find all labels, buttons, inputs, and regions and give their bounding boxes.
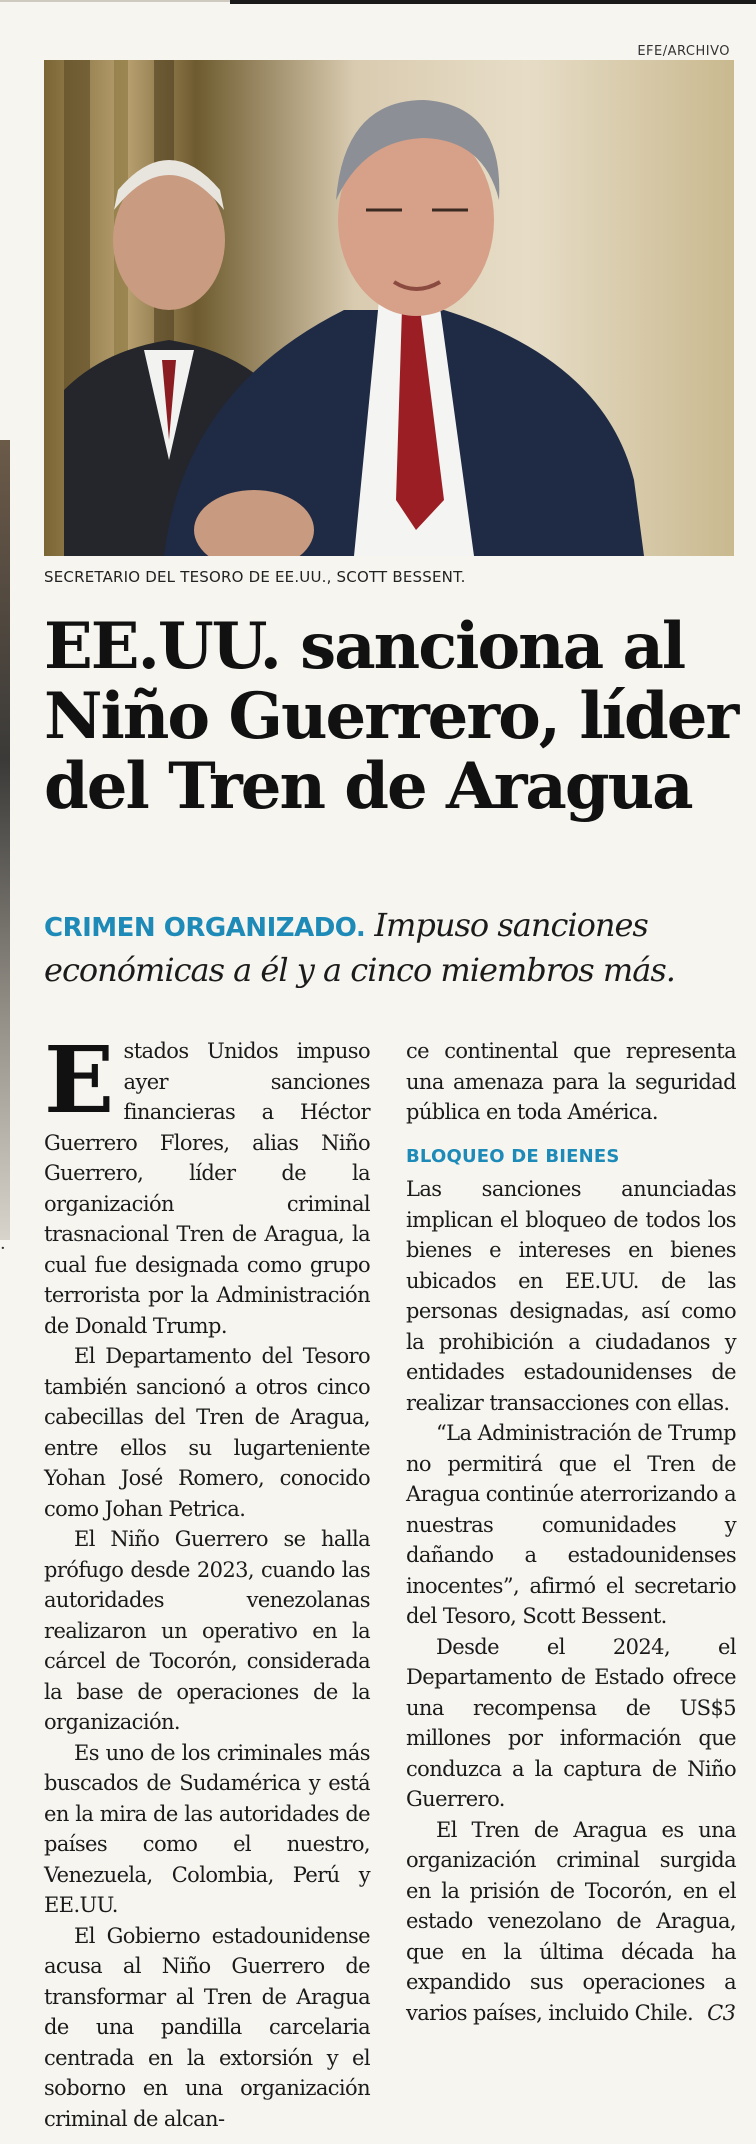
photo-credit: EFE/ARCHIVO [637, 44, 730, 59]
article-photo [44, 60, 734, 556]
adjacent-photo-fragment [0, 440, 10, 1240]
article-paragraph: “La Administración de Trump no permitirá que el Tren de Aragua continúe aterrorizando a nuestras comunidades y dañando a estadounidenses inocentes”, afirmó el secretario del Tesoro, Scott Bessent. [406, 1421, 736, 1628]
article-paragraph-continued: ce continental que representa una amenaza para la seguridad pública en toda América. [406, 1039, 736, 1124]
article-column-left [44, 1026, 370, 2134]
article-paragraph: El Gobierno estadounidense acusa al Niño Guerrero de transformar al Tren de Aragua de una pandilla carcelaria centrada en la extorsión y el soborno en una organización criminal de alcan- [44, 1923, 370, 2131]
headline-line: EE.UU. sanciona al [44, 609, 685, 684]
deck-kicker: CRIMEN ORGANIZADO. [44, 913, 366, 943]
deck-text: Impuso sanciones económicas a él y a cinco miembros más. [44, 906, 675, 989]
photo-illustration [44, 60, 734, 556]
headline-line: Niño Guerrero, líder [44, 679, 738, 754]
headline-line: del Tren de Aragua [44, 749, 692, 824]
deck [44, 904, 744, 991]
article-paragraph [44, 1026, 370, 1341]
end-mark: C3 [707, 2000, 736, 2025]
headline [44, 609, 744, 824]
article-paragraph: Desde el 2024, el Departamento de Estado ofrece una recompensa de US$5 millones por información que conduzca a la captura de Niño Guerrero. [406, 1634, 736, 1811]
article-paragraph: El Niño Guerrero se halla prófugo desde 2023, cuando las autoridades venezolanas realizaron un operativo en la cárcel de Tocorón, considerada la base de operaciones de la organización. [44, 1527, 370, 1734]
article-paragraph: El Departamento del Tesoro también sancionó a otros cinco cabecillas del Tren de Aragua, entre ellos su lugarteniente Yohan José Romero, conocido como Johan Petrica. [44, 1344, 370, 1521]
photo-caption: SECRETARIO DEL TESORO DE EE.UU., SCOTT BESSENT. [44, 568, 466, 586]
adjacent-column-fragment: · [0, 1238, 6, 1259]
paragraph-text: El Tren de Aragua es una organización criminal surgida en la prisión de Tocorón, en el estado venezolano de Aragua, que en la última década ha expandido sus operaciones a varios países, incluido Chile. [406, 1817, 736, 2025]
section-top-rule [230, 0, 756, 4]
subheading: BLOQUEO DE BIENES [406, 1145, 620, 1167]
article-paragraph: Es uno de los criminales más buscados de Sudamérica y está en la mira de las autoridades de países como el nuestro, Venezuela, Colombia, Perú y EE.UU. [44, 1740, 370, 1917]
paragraph-text: stados Unidos impuso ayer sanciones financieras a Héctor Guerrero Flores, alias Niño Guerrero, líder de la organización criminal trasnacional Tren de Aragua, la cual fue designada como grupo terrorista por la Administración de Donald Trump. [44, 1039, 370, 1338]
article-paragraph [406, 1815, 736, 2029]
drop-cap: E [44, 1026, 114, 1134]
article-paragraph: Las sanciones anunciadas implican el bloqueo de todos los bienes e intereses en bienes ubicados en EE.UU. de las personas designadas, así como la prohibición a ciudadanos y entidades estadounidenses de realizar transacciones con ellas. [406, 1177, 736, 1415]
article-column-right [406, 1036, 736, 2028]
